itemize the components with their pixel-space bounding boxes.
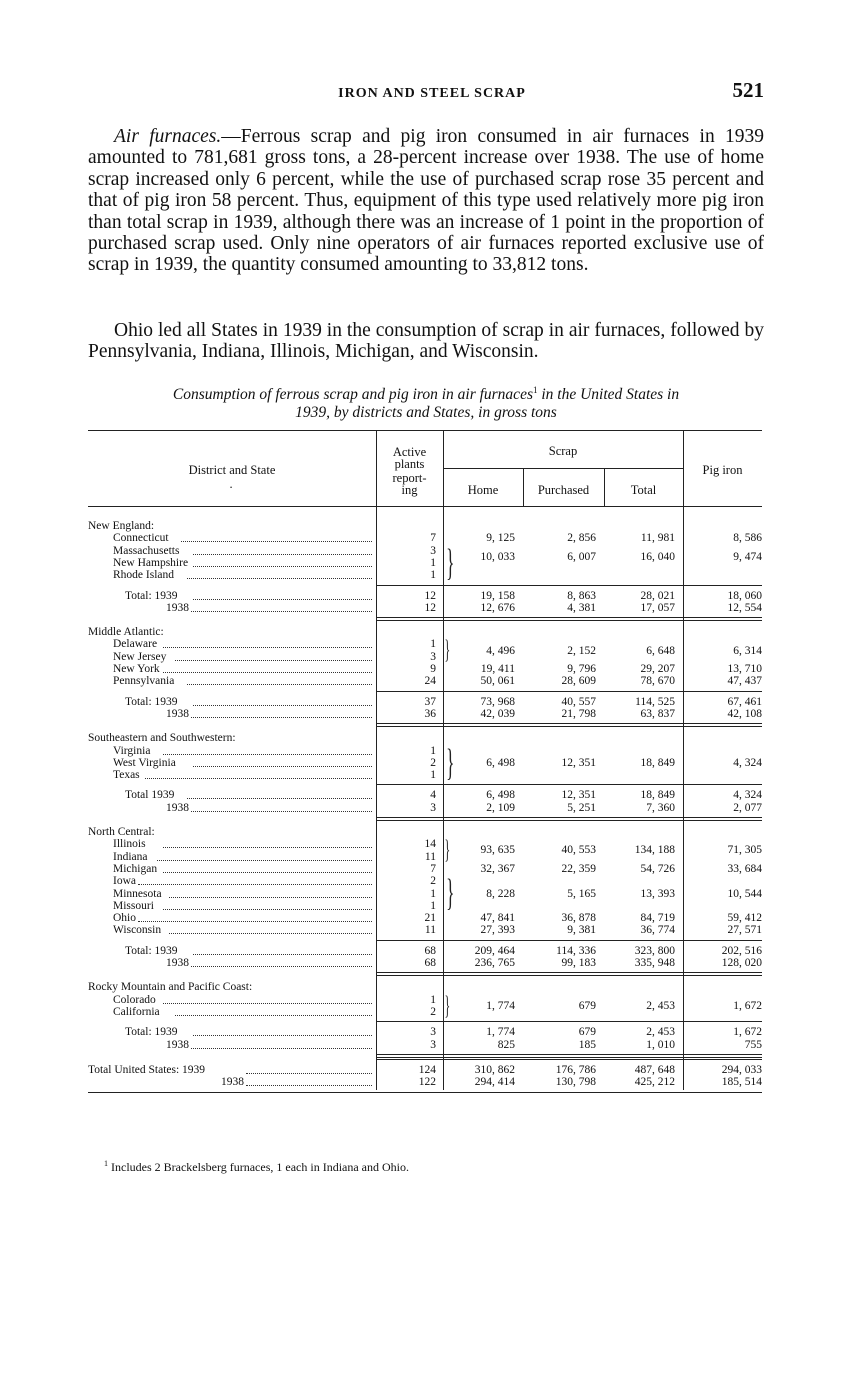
total-rule — [376, 1021, 762, 1022]
cell-total: 17, 057 — [640, 601, 675, 614]
cell-home: 310, 862 — [474, 1063, 515, 1076]
cell-total: 18, 849 — [640, 789, 675, 802]
cell-purchased: 21, 798 — [561, 707, 596, 720]
row-label: Pennsylvania — [113, 675, 175, 688]
dot-leader — [187, 578, 372, 579]
column-header-plants: report- — [392, 471, 427, 485]
row-label: Ohio — [113, 912, 136, 925]
cell-total: 323, 800 — [634, 944, 675, 957]
cell-plants: 1 — [430, 638, 436, 651]
paragraph-air-furnaces — [88, 126, 764, 276]
caption-text: 1939, by districts and States, in gross tons — [295, 404, 557, 422]
footnote-text: Includes 2 Brackelsberg furnaces, 1 each in Indiana and Ohio. — [111, 1160, 410, 1174]
cell-home: 42, 039 — [480, 707, 515, 720]
cell-total: 78, 670 — [640, 675, 675, 688]
cell-home: 50, 061 — [480, 675, 515, 688]
cell-purchased: 4, 381 — [567, 601, 596, 614]
cell-plants: 68 — [424, 957, 436, 969]
dot-leader — [246, 1073, 373, 1074]
row-label: Michigan — [113, 862, 158, 875]
cell-pig-iron: 4, 324 — [733, 756, 762, 769]
dot-leader — [163, 872, 372, 873]
cell-purchased: 2, 856 — [567, 532, 596, 545]
cell-plants: 3 — [430, 1038, 436, 1051]
cell-pig-iron: 59, 412 — [727, 912, 762, 925]
cell-total: 36, 774 — [640, 924, 675, 937]
cell-home: 93, 635 — [480, 844, 515, 857]
row-label: Colorado — [113, 993, 156, 1006]
paragraph-lead: Air furnaces. — [114, 126, 222, 147]
cell-total: 425, 212 — [634, 1076, 675, 1089]
cell-plants: 14 — [424, 838, 436, 851]
cell-home: 32, 367 — [480, 862, 515, 875]
cell-plants: 4 — [430, 789, 436, 802]
cell-total: 18, 849 — [640, 756, 675, 769]
cell-plants: 1 — [430, 887, 436, 900]
dot-leader — [157, 860, 372, 861]
cell-pig-iron: 4, 324 — [733, 789, 762, 802]
dot-leader — [163, 909, 372, 910]
cell-plants: 2 — [430, 1005, 436, 1018]
cell-pig-iron: 6, 314 — [733, 644, 762, 657]
cell-pig-iron: 9, 474 — [733, 550, 762, 563]
row-label: Total 1939 — [125, 789, 175, 802]
column-header-plants: Active — [392, 445, 427, 459]
cell-home: 1, 774 — [486, 999, 515, 1012]
cell-pig-iron: 10, 544 — [727, 887, 762, 900]
double-rule — [376, 1054, 762, 1055]
row-label: New Jersey — [113, 650, 167, 663]
row-label: Virginia — [113, 744, 151, 757]
column-divider — [604, 468, 605, 506]
cell-total: 487, 648 — [634, 1063, 675, 1076]
row-label: 1938 — [166, 707, 189, 720]
cell-home: 6, 498 — [486, 789, 515, 802]
cell-total: 29, 207 — [640, 663, 675, 675]
cell-total: 114, 525 — [635, 695, 675, 708]
dot-leader — [138, 884, 372, 885]
cell-home: 825 — [497, 1038, 515, 1051]
column-divider — [683, 430, 684, 1090]
row-label: Connecticut — [113, 532, 169, 545]
cell-total: 7, 360 — [646, 801, 675, 814]
dot-leader — [193, 554, 372, 555]
dot-leader — [181, 541, 372, 542]
dot-leader — [163, 672, 372, 673]
column-divider — [523, 468, 524, 506]
cell-purchased: 5, 251 — [567, 801, 596, 814]
cell-home: 10, 033 — [480, 550, 515, 563]
cell-total: 54, 726 — [640, 862, 675, 875]
cell-home: 8, 228 — [486, 887, 515, 900]
cell-home: 236, 765 — [474, 957, 515, 969]
dot-leader — [193, 566, 372, 567]
dot-leader — [246, 1085, 372, 1086]
cell-home: 12, 676 — [480, 601, 515, 614]
cell-purchased: 99, 183 — [561, 957, 596, 969]
group-heading: North Central: — [88, 826, 155, 838]
column-header-home: Home — [467, 483, 499, 497]
total-rule — [376, 784, 762, 785]
cell-pig-iron: 67, 461 — [727, 695, 762, 708]
cell-home: 4, 496 — [486, 644, 515, 657]
double-rule — [376, 975, 762, 976]
cell-plants: 122 — [418, 1076, 436, 1089]
row-label: Delaware — [113, 638, 158, 651]
row-label: California — [113, 1005, 160, 1018]
cell-plants: 124 — [418, 1063, 436, 1076]
running-header: IRON AND STEEL SCRAP — [338, 86, 526, 101]
dot-leader — [187, 798, 372, 799]
group-heading: New England: — [88, 520, 155, 532]
cell-plants: 1 — [430, 744, 436, 757]
cell-total: 16, 040 — [640, 550, 675, 563]
cell-pig-iron: 128, 020 — [721, 957, 762, 969]
row-label: 1938 — [166, 1038, 189, 1051]
cell-purchased: 12, 351 — [561, 756, 596, 769]
dot-leader — [163, 754, 372, 755]
cell-purchased: 176, 786 — [555, 1063, 596, 1076]
caption-text: in the United States in — [541, 386, 680, 404]
brace-icon: } — [446, 741, 455, 784]
cell-purchased: 114, 336 — [556, 944, 596, 957]
cell-plants: 12 — [424, 601, 436, 614]
dot-leader — [191, 717, 372, 718]
double-rule — [376, 723, 762, 724]
double-rule — [376, 726, 762, 727]
cell-home: 209, 464 — [474, 944, 515, 957]
group-heading: Rocky Mountain and Pacific Coast: — [88, 981, 253, 994]
row-label: 1938 — [166, 801, 189, 814]
double-rule — [376, 817, 762, 818]
brace-icon: } — [446, 541, 455, 584]
dot-leader — [193, 1035, 372, 1036]
cell-pig-iron: 47, 437 — [727, 675, 762, 688]
cell-total: 2, 453 — [646, 999, 675, 1012]
cell-plants: 3 — [430, 650, 436, 663]
group-heading: Middle Atlantic: — [88, 626, 164, 639]
row-label: Missouri — [113, 899, 154, 912]
dot-leader — [175, 660, 372, 661]
double-rule — [376, 617, 762, 618]
row-label: Massachusetts — [113, 544, 180, 557]
cell-pig-iron: 18, 060 — [727, 589, 762, 602]
paragraph-text: —Ferrous scrap and pig iron consumed in air furnaces in 1939 amounted to 781,681 gross tons, a 28-percent increase over 1938. The use of home scrap increased only 6 percent, while the use of purchased scrap rose 35 percent and that of pig iron 58 percent. Thus, equipment of this type used relatively more pig iron than total scrap in 1939, although there was an increase of 1 point in the proportion of purchased scrap used. Only nine operators of air furnaces reported exclusive use of scrap in 1939, the quantity consumed amounting to 33,812 tons. — [88, 126, 765, 276]
cell-pig-iron: 294, 033 — [721, 1063, 762, 1076]
scrap-subheader-rule — [443, 468, 683, 469]
dot-leader — [191, 811, 372, 812]
dot-leader — [193, 705, 372, 706]
brace-icon: } — [444, 635, 451, 665]
cell-pig-iron: 2, 077 — [733, 801, 762, 814]
cell-pig-iron: 13, 710 — [727, 663, 762, 675]
cell-plants: 7 — [430, 862, 436, 875]
paragraph-ohio: Ohio led all States in 1939 in the consumption of scrap in air furnaces, followed by Pennsylvania, Indiana, Illinois, Michigan, and Wisconsin. — [88, 320, 764, 363]
total-rule — [376, 691, 762, 692]
cell-home: 9, 125 — [486, 532, 515, 545]
cell-total: 13, 393 — [640, 887, 675, 900]
cell-home: 19, 411 — [480, 663, 515, 675]
cell-plants: 3 — [430, 1026, 436, 1039]
row-label: Total: 1939 — [125, 1026, 178, 1039]
header-bottom-rule — [88, 506, 762, 507]
cell-total: 134, 188 — [634, 844, 675, 857]
double-rule — [376, 620, 762, 621]
column-header-plants: ing — [401, 483, 418, 497]
table-bottom-rule — [88, 1092, 762, 1093]
dot-leader — [193, 766, 372, 767]
cell-home: 6, 498 — [486, 756, 515, 769]
cell-home: 19, 158 — [480, 589, 515, 602]
row-label: New Hampshire — [113, 556, 189, 569]
row-label: Total: 1939 — [125, 695, 178, 708]
group-heading: Southeastern and Southwestern: — [88, 732, 236, 745]
cell-total: 63, 837 — [640, 707, 675, 720]
row-label: Iowa — [113, 875, 136, 888]
row-label: 1938 — [166, 957, 189, 969]
cell-total: 28, 021 — [640, 589, 675, 602]
header-dot: . — [229, 477, 233, 491]
brace-icon: } — [444, 990, 451, 1020]
cell-plants: 11 — [424, 924, 436, 937]
row-label: Texas — [113, 769, 140, 782]
cell-purchased: 28, 609 — [561, 675, 596, 688]
double-rule — [376, 820, 762, 821]
cell-plants: 1 — [430, 569, 436, 582]
column-header-plants: plants — [394, 457, 425, 471]
cell-pig-iron: 33, 684 — [727, 862, 762, 875]
column-header-purchased: Purchased — [537, 483, 590, 497]
cell-plants: 68 — [424, 944, 436, 957]
cell-home: 27, 393 — [480, 924, 515, 937]
row-label: 1938 — [166, 601, 189, 614]
cell-purchased: 185 — [578, 1038, 596, 1051]
cell-plants: 7 — [430, 532, 436, 545]
table-caption — [88, 381, 764, 422]
dot-leader — [191, 611, 372, 612]
footnote-mark: 1 — [104, 1159, 108, 1168]
total-rule — [376, 1059, 762, 1060]
column-divider — [376, 430, 377, 1090]
row-label: Minnesota — [113, 887, 162, 900]
cell-purchased: 2, 152 — [567, 644, 596, 657]
cell-plants: 3 — [430, 544, 436, 557]
cell-purchased: 9, 796 — [567, 663, 596, 675]
row-label: Illinois — [113, 838, 146, 851]
cell-plants: 12 — [424, 589, 436, 602]
cell-purchased: 22, 359 — [561, 862, 596, 875]
cell-plants: 1 — [430, 769, 436, 782]
cell-pig-iron: 1, 672 — [733, 999, 762, 1012]
cell-home: 47, 841 — [480, 912, 515, 925]
cell-plants: 1 — [430, 899, 436, 912]
dot-leader — [191, 966, 372, 967]
dot-leader — [145, 778, 373, 779]
cell-home: 73, 968 — [480, 695, 515, 708]
cell-total: 2, 453 — [646, 1026, 675, 1039]
row-label: Total: 1939 — [125, 589, 178, 602]
cell-plants: 1 — [430, 993, 436, 1006]
cell-pig-iron: 755 — [744, 1038, 762, 1051]
cell-plants: 11 — [424, 850, 436, 863]
row-label: 1938 — [221, 1076, 244, 1089]
cell-purchased: 6, 007 — [567, 550, 596, 563]
cell-pig-iron: 1, 672 — [733, 1026, 762, 1039]
cell-plants: 2 — [430, 756, 436, 769]
column-header-total: Total — [630, 483, 657, 497]
cell-purchased: 130, 798 — [555, 1076, 596, 1089]
row-label: New York — [113, 663, 160, 675]
dot-leader — [163, 847, 372, 848]
double-rule — [376, 1057, 762, 1058]
dot-leader — [193, 954, 372, 955]
cell-plants: 1 — [430, 556, 436, 569]
cell-pig-iron: 8, 586 — [733, 532, 762, 545]
cell-purchased: 8, 863 — [567, 589, 596, 602]
column-header-scrap: Scrap — [548, 444, 578, 458]
cell-home: 1, 774 — [486, 1026, 515, 1039]
brace-icon: } — [446, 872, 455, 915]
cell-pig-iron: 42, 108 — [727, 707, 762, 720]
total-rule — [376, 940, 762, 941]
cell-plants: 37 — [424, 695, 436, 708]
total-rule — [376, 585, 762, 586]
row-label: Rhode Island — [113, 569, 175, 582]
dot-leader — [138, 921, 372, 922]
cell-home: 2, 109 — [486, 801, 515, 814]
cell-plants: 21 — [424, 912, 436, 925]
row-label: Wisconsin — [113, 924, 162, 937]
dot-leader — [187, 684, 372, 685]
cell-purchased: 40, 553 — [561, 844, 596, 857]
cell-home: 294, 414 — [474, 1076, 515, 1089]
brace-icon: } — [444, 835, 451, 865]
dot-leader — [191, 1048, 372, 1049]
double-rule — [376, 972, 762, 973]
cell-purchased: 12, 351 — [561, 789, 596, 802]
dot-leader — [169, 897, 372, 898]
cell-purchased: 36, 878 — [561, 912, 596, 925]
cell-plants: 3 — [430, 801, 436, 814]
dot-leader — [169, 933, 372, 934]
dot-leader — [193, 599, 372, 600]
row-label: Total: 1939 — [125, 944, 178, 957]
cell-plants: 9 — [430, 663, 436, 675]
cell-purchased: 9, 381 — [567, 924, 596, 937]
cell-pig-iron: 71, 305 — [727, 844, 762, 857]
cell-purchased: 679 — [578, 999, 596, 1012]
row-label: West Virginia — [113, 756, 176, 769]
page-number: 521 — [732, 78, 764, 102]
cell-plants: 2 — [430, 875, 436, 888]
row-label: Total United States: 1939 — [88, 1063, 206, 1076]
dot-leader — [163, 647, 372, 648]
cell-total: 84, 719 — [640, 912, 675, 925]
cell-total: 6, 648 — [646, 644, 675, 657]
caption-text: Consumption of ferrous scrap and pig iron in air furnaces — [172, 386, 533, 404]
cell-total: 335, 948 — [634, 957, 675, 969]
cell-purchased: 40, 557 — [561, 695, 596, 708]
dot-leader — [175, 1015, 372, 1016]
cell-plants: 36 — [424, 707, 436, 720]
footnote-ref: 1 — [532, 385, 538, 395]
dot-leader — [163, 1003, 372, 1004]
table-top-rule — [88, 430, 762, 431]
cell-purchased: 5, 165 — [567, 887, 596, 900]
cell-pig-iron: 27, 571 — [727, 924, 762, 937]
cell-total: 1, 010 — [646, 1038, 675, 1051]
cell-plants: 24 — [424, 675, 436, 688]
column-header-district: District and State — [188, 463, 276, 477]
row-label: Indiana — [113, 850, 148, 863]
cell-pig-iron: 12, 554 — [727, 601, 762, 614]
cell-purchased: 679 — [578, 1026, 596, 1039]
cell-pig-iron: 202, 516 — [721, 944, 762, 957]
column-header-pig-iron: Pig iron — [702, 463, 743, 477]
footnote — [104, 1159, 409, 1175]
cell-pig-iron: 185, 514 — [721, 1076, 762, 1089]
cell-total: 11, 981 — [640, 532, 675, 545]
